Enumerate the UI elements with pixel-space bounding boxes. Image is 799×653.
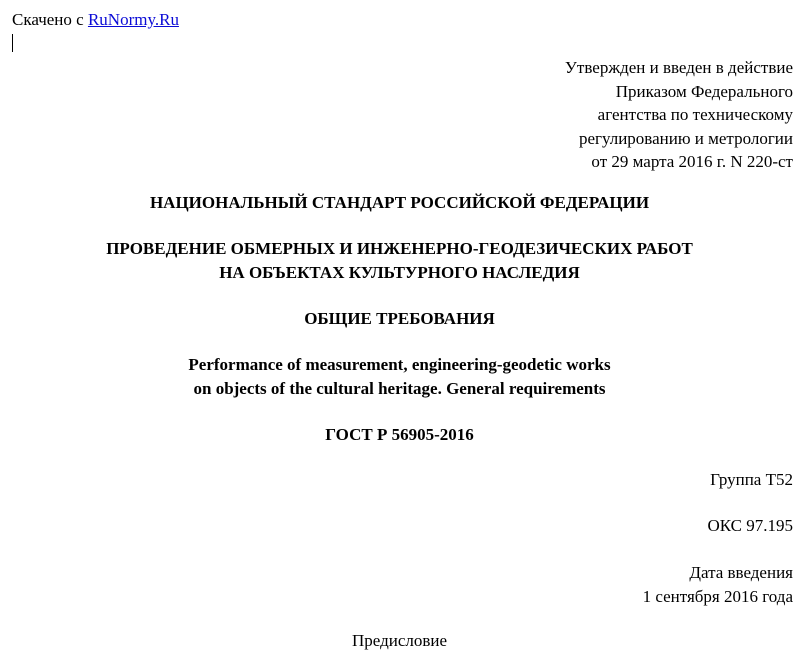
intro-date-value: 1 сентября 2016 года [642,586,793,606]
approval-line: Приказом Федерального [615,81,793,101]
approval-line: Утвержден и введен в действие [564,58,793,77]
title-en-line: on objects of the cultural heritage. General requirements [193,378,606,398]
source-link[interactable]: RuNormy.Ru [87,10,179,29]
standard-title-en [0,353,799,400]
approval-line: агентства по техническому [597,105,793,124]
intro-date-block [643,561,793,608]
text-cursor [12,34,13,52]
standard-category [0,191,799,215]
title-ru-line: НА ОБЪЕКТАХ КУЛЬТУРНОГО НАСЛЕДИЯ [219,262,580,282]
group-label: Группа Т52 [710,470,793,489]
subtitle-ru-text: ОБЩИЕ ТРЕБОВАНИЯ [304,309,495,328]
title-ru-line: ПРОВЕДЕНИЕ ОБМЕРНЫХ И ИНЖЕНЕРНО-ГЕОДЕЗИЧЕСКИХ РАБОТ [106,239,693,258]
oks-label: ОКС 97.195 [707,516,793,535]
standard-category-text: НАЦИОНАЛЬНЫЙ СТАНДАРТ РОССИЙСКОЙ ФЕДЕРАЦИИ [149,193,650,212]
approval-line: регулированию и метрологии [578,128,793,148]
intro-date-label: Дата введения [689,563,793,582]
approval-block [565,56,793,174]
standard-subtitle-ru [0,307,799,331]
approval-line: от 29 марта 2016 г. N 220-ст [591,152,793,171]
standard-code [0,423,799,447]
foreword-heading: Предисловие [351,631,448,650]
title-en-line: Performance of measurement, engineering-geodetic works [188,355,611,374]
source-line [12,10,179,30]
standard-code-text: ГОСТ Р 56905-2016 [325,425,474,444]
standard-title-ru [0,237,799,284]
source-prefix: Скачено с [12,10,84,29]
